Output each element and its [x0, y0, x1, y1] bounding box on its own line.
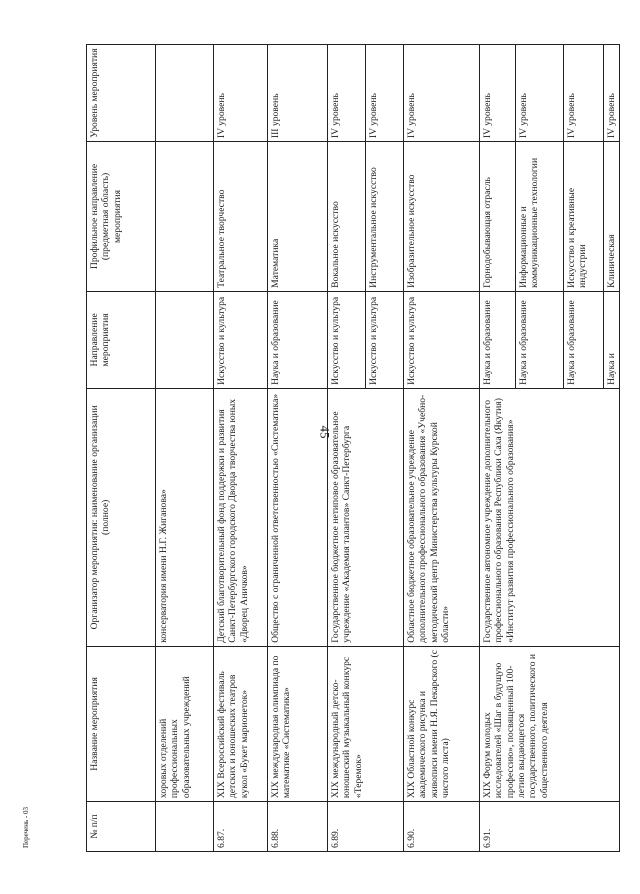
- table-row: [156, 45, 214, 852]
- cell-direction: Наука и образование: [516, 291, 564, 388]
- table-row: [404, 45, 480, 852]
- cell-organizer: Государственное бюджетное нетиповое образовательное учреждение «Академия талантов» Санкт-Петербурга: [328, 388, 404, 646]
- header-level: Уровень мероприятия: [87, 45, 156, 142]
- cell-direction: Наука и образование: [564, 291, 604, 388]
- cell-level: III уровень: [268, 45, 328, 142]
- cell-profile: Театральное творчество: [214, 142, 268, 292]
- header-num: № п/п: [87, 802, 156, 852]
- cell-level: IV уровень: [404, 45, 480, 142]
- cell-direction: Искусство и культура: [214, 291, 268, 388]
- cell-num: [156, 802, 214, 852]
- cell-name: XIX Форум молодых исследователей «Шаг в будущую профессию», посвященный 100-летию выдающегося государственного, политического и общественного деятеля: [480, 646, 620, 801]
- cell-organizer: Областное бюджетное образовательное учреждение дополнительного профессионального образования «Учебно-методический центр Министерства культуры Курской области»: [404, 388, 480, 646]
- cell-profile: Математика: [268, 142, 328, 292]
- cell-name: хоровых отделений профессиональных образовательных учреждений: [156, 646, 214, 801]
- cell-level: IV уровень: [516, 45, 564, 142]
- cell-direction: Искусство и культура: [328, 291, 366, 388]
- cell-profile: Информационные и коммуникационные технологии: [516, 142, 564, 292]
- cell-name: XIX Всероссийский фестиваль детских и юношеских театров кукол «Букет марионеток»: [214, 646, 268, 801]
- cell-name: XIX международный детско-юношеский музыкальный конкурс «Теремок»: [328, 646, 404, 801]
- cell-level: IV уровень: [328, 45, 366, 142]
- table-row: [480, 45, 516, 852]
- cell-num: 6.88.: [268, 802, 328, 852]
- cell-profile: Горнодобывающая отрасль: [480, 142, 516, 292]
- cell-direction: [156, 291, 214, 388]
- header-name: Название мероприятия: [87, 646, 156, 801]
- cell-profile: Вокальное искусство: [328, 142, 366, 292]
- cell-level: IV уровень: [214, 45, 268, 142]
- cell-profile: Клиническая: [604, 142, 620, 292]
- cell-num: 6.90.: [404, 802, 480, 852]
- page-number: 45: [317, 425, 333, 439]
- cell-direction: Наука и образование: [268, 291, 328, 388]
- cell-level: IV уровень: [366, 45, 404, 142]
- cell-organizer: консерватория имени Н.Г. Жиганова»: [156, 388, 214, 646]
- header-row: [87, 45, 156, 852]
- cell-level: IV уровень: [604, 45, 620, 142]
- table-row: [328, 45, 366, 852]
- cell-direction: Наука и: [604, 291, 620, 388]
- cell-direction: Искусство и культура: [366, 291, 404, 388]
- header-direction: Направление мероприятия: [87, 291, 156, 388]
- cell-organizer: Общество с ограниченной ответственностью «Систематика»: [268, 388, 328, 646]
- cell-level: IV уровень: [564, 45, 604, 142]
- cell-profile: [156, 142, 214, 292]
- events-table: [86, 44, 620, 852]
- cell-num: 6.87.: [214, 802, 268, 852]
- cell-profile: Инструментальное искусство: [366, 142, 404, 292]
- header-profile: Профильное направление (предметная область) мероприятия: [87, 142, 156, 292]
- cell-num: 6.91.: [480, 802, 620, 852]
- cell-num: 6.89.: [328, 802, 404, 852]
- cell-profile: Изобразительное искусство: [404, 142, 480, 292]
- footer-note: Перечень - 03: [22, 807, 30, 848]
- cell-level: IV уровень: [480, 45, 516, 142]
- cell-name: XIX международная олимпиада по математике «Систематика»: [268, 646, 328, 801]
- document-table-sheet: [86, 44, 617, 852]
- cell-organizer: Государственное автономное учреждение дополнительного профессионального образования Республики Саха (Якутия) «Институт развития профессионального образования»: [480, 388, 620, 646]
- table-row: [214, 45, 268, 852]
- table-row: [268, 45, 328, 852]
- cell-direction: Искусство и культура: [404, 291, 480, 388]
- cell-name: XIX Областной конкурс академического рисунка и живописи имени Н.Я. Пекарского (с чистого листа): [404, 646, 480, 801]
- cell-direction: Наука и образование: [480, 291, 516, 388]
- cell-organizer: Детский благотворительный фонд поддержки и развития Санкт-Петербургского городского Дворца творчества юных «Дворец Аничков»: [214, 388, 268, 646]
- cell-profile: Искусство и креативные индустрии: [564, 142, 604, 292]
- cell-level: [156, 45, 214, 142]
- header-organizer: Организатор мероприятия: наименование организации (полное): [87, 388, 156, 646]
